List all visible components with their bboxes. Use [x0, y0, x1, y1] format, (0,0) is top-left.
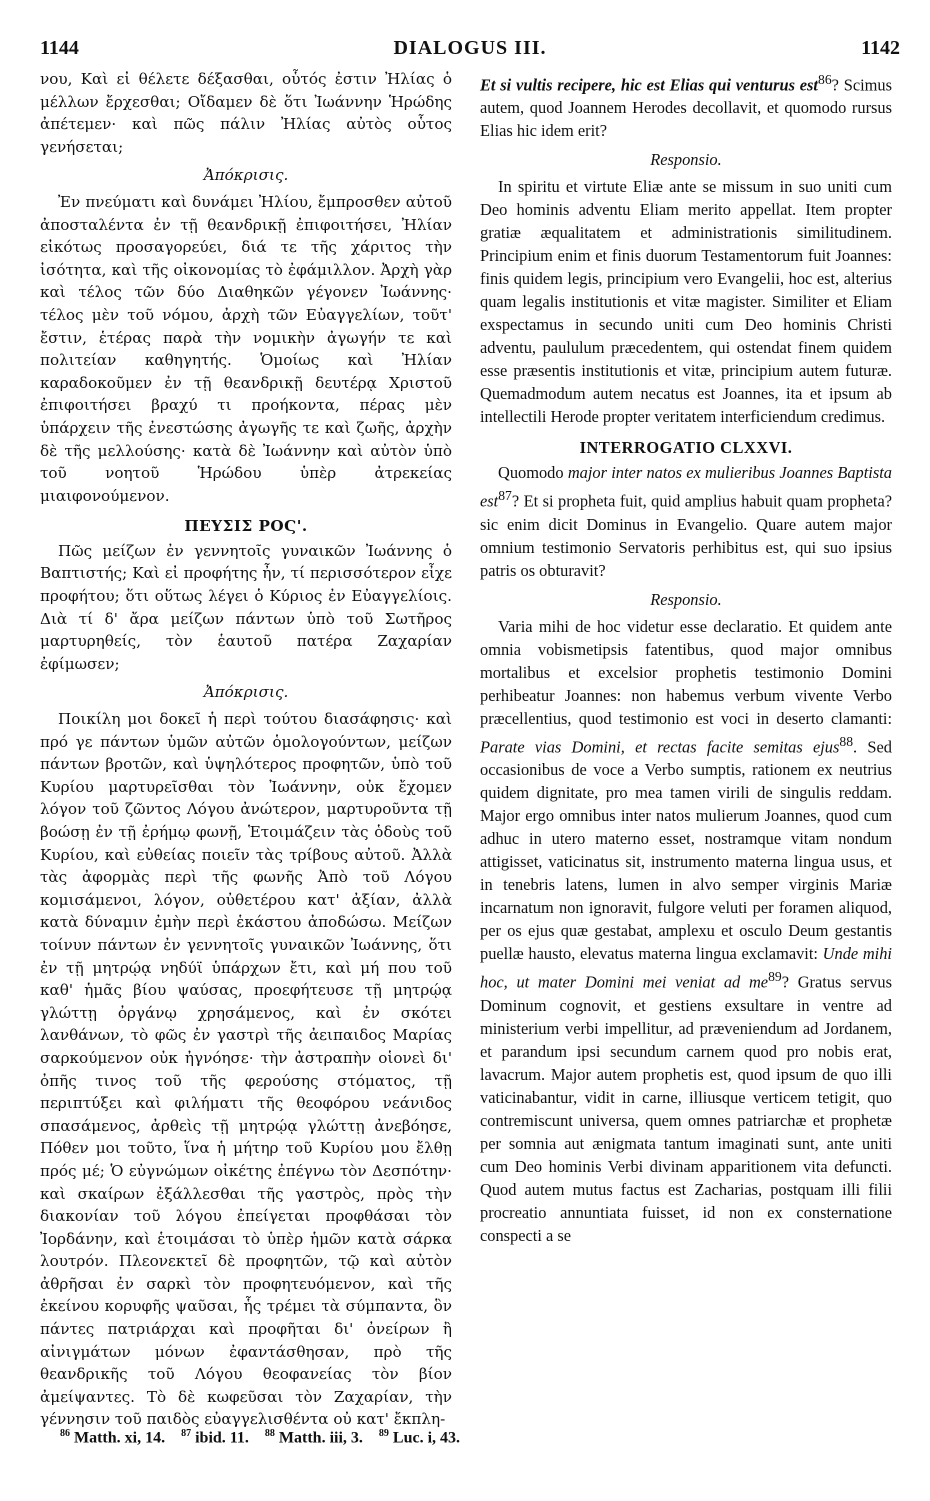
running-header [40, 36, 900, 60]
greek-paragraph-question-end: νου, Καὶ εἰ θέλετε δέξασθαι, οὗτός ἐστιν Ἠλίας ὁ μέλλων ἔρχεσθαι; Οἴδαμεν δὲ ὅτι Ἰωάννην Ἡρώδης ἀπέτεμεν· καὶ πῶς πάλιν Ἠλίας αὐτὸς οὗτος γενήσεται; [40, 70, 452, 156]
latin-section-heading: INTERROGATIO CLXXVI. [579, 438, 793, 458]
right-page-number: 1142 [861, 36, 900, 59]
footnote [265, 1428, 363, 1447]
footnote-mark: 88 [264, 1428, 275, 1439]
footnote-ref: 86 [817, 72, 832, 87]
latin-text: Quomodo [498, 463, 568, 483]
greek-response-heading: Ἀπόκρισις. [203, 166, 289, 185]
greek-section-heading: ΠΕΥΣΙΣ ΡΟϚ'. [184, 517, 308, 536]
footnote-ref: 89 [768, 969, 782, 985]
latin-text: ? Scimus autem, quod Joannem Herodes decollavit, et quomodo rursus Elias hic idem erit? [480, 75, 893, 141]
latin-text: Varia mihi de hoc videtur esse declaratio. Et quidem ante omnia vobismetipsis fatentibus, quod major omnibus mortalibus et excelsior prophetis testimonio Domini perhibeatur Joannes: non habemus verbum vivente Verbo præcellentius, quod testimonio est voci in deserto clamanti: [480, 616, 892, 728]
latin-text: ? Et si propheta fuit, quid amplius habuit quam propheta? sic enim dicit Dominus in Evangelio. Quare autem major omnium testimonio Servatoris perhibitus est, qui suo ipsius patris os obturavit? [480, 491, 892, 580]
footnote-text: Luc. i, 43. [392, 1429, 461, 1447]
footnote-mark: 89 [378, 1428, 389, 1439]
footnote-text: Matth. iii, 3. [278, 1429, 363, 1447]
latin-paragraph-question [480, 461, 892, 581]
latin-response-heading-2: Responsio. [650, 589, 722, 609]
footnote-mark: 86 [60, 1428, 70, 1439]
footnote [60, 1428, 165, 1447]
latin-paragraph-question-end [480, 68, 892, 142]
latin-paragraph-response: In spiritu et virtute Eliæ ante se missum in suo uniti cum Deo hominis adventu Eliam merito appellat. Item propter gratiæ æqualitatem et administrationis similitudinem. Principium enim et finis duorum Testamentorum fuit Joannes: finis quidem legis, principium vero Evangelii, hoc est, alterius quam legalis institutionis et vitæ magister. Similiter et Eliam exspectamus in secundo uniti cum Deo hominis Christi adventu, paululum præcedentem, qui ostendat finem quidem esse præsentis institutionis et vitæ, principium autem futuræ. Quemadmodum autem necatus est Joannes, ita et ipsum ab intellectili Herode propter veritatem interficiendum credimus. [480, 177, 892, 427]
latin-column [480, 68, 892, 1247]
footnote [181, 1428, 249, 1447]
latin-paragraph-response-2 [480, 615, 892, 1247]
latin-quote: Et si vultis recipere, hic est Elias qui venturus est [480, 75, 818, 95]
footnote [379, 1428, 460, 1447]
footnote-mark: 87 [181, 1428, 192, 1439]
footnotes [60, 1428, 900, 1447]
footnote-text: Matth. xi, 14. [74, 1429, 166, 1447]
footnote-text: ibid. 11. [195, 1429, 249, 1447]
page [40, 30, 900, 1470]
footnote-ref: 87 [498, 488, 512, 504]
greek-paragraph-response-2: Ποικίλη μοι δοκεῖ ἡ περὶ τούτου διασάφησις· καὶ πρό γε πάντων ὑμῶν αὐτῶν ὁμολογούντων, μείζων πάντων βροτῶν, καὶ ὑψηλότερος προφητῶν, ὑπὸ τοῦ Κυρίου μαρτυρεῖσθαι τὸν Ἰωάννην, οὐκ ἔχομεν λόγον τοῦ ζῶντος Λόγου ἀνώτερον, μαρτυροῦντα τῇ βοώσῃ ἐν τῇ ἐρήμῳ φωνῇ, Ἑτοιμάζειν τὰς ὁδοὺς τοῦ Κυρίου, καὶ εὐθείας ποιεῖν τὰς τρίβους αὐτοῦ. Ἀλλὰ τὰς ἀφορμὰς περὶ τῆς φωνῆς Ἀπὸ τοῦ Λόγου κομισάμενοι, λόγον, οὐθετέρου κατ' ἀξίαν, ἀλλὰ κατὰ δύναμιν ἐμὴν περὶ ἑκάστου ἀποδώσω. Μείζων τοίνυν πάντων ἐν γεννητοῖς γυναικῶν Ἰωάννης, ὅτι ἐν τῇ μητρῴᾳ νηδύϊ ὑπάρχων ἔτι, καὶ μή που τοῦ καθ' ἡμᾶς βίου ψαύσας, προεφήτευσε τῇ μητρῴᾳ γλώττῃ ὀργάνῳ χρησάμενος, καὶ ἐν σκότει λανθάνων, τὸ φῶς ἐν γαστρὶ τῆς ἀειπαιδος Μαρίας σαρκούμενον οὐκ ἠγνόησε· τὴν ἀστραπὴν οἱονεὶ δι' ὀπῆς τινος τοῦ τῆς φερούσης στόματος, τῇ περιπτύξει καὶ φιλήματι τῆς θεοφόρου νεάνιδος σπασάμενος, ἀρθεὶς τῇ μητρῴᾳ γλώττῃ ἀνεβόησε, Πόθεν μοι τοῦτο, ἵνα ἡ μήτηρ τοῦ Κυρίου μου ἔλθῃ πρός μέ; Ὁ εὐγνώμων οἰκέτης ἐπέγνω τὸν Δεσπότην· καὶ σκαίρων ἐξάλλεσθαι τῆς γαστρὸς, πρὸς τὴν διακονίαν τοῦ λόγου ἐπείγεται προφθάσαι τὸν Ἰορδάνην, καὶ ἑτοιμάσαι τὸ ὑπὲρ ἡμῶν κατὰ σάρκα λουτρόν. Πλεονεκτεῖ δὲ προφητῶν, τῷ καὶ αὐτὸν ἀθρῆσαι ἐν σαρκὶ τὸν προφητευόμενον, καὶ τῆς ἐκείνου κορυφῆς ψαῦσαι, ἧς τρέμει τὰ σύμπαντα, ὃν πάντες πατριάρχαι καὶ προφῆται δι' ὀνείρων ἢ αἰνιγμάτων μόνων ἐφαντάσθησαν, πρὸ τῆς θεανδρικῆς τοῦ Λόγου θεοφανείας τὸν βίον ἀμείψαντες. Τὸ δὲ κωφεῦσαι τὸν Ζαχαρίαν, τὴν γέννησιν τοῦ παιδὸς εὐαγγελισθέντα οὐ κατ' ἔκπλη- [40, 710, 452, 1429]
greek-paragraph-question: Πῶς μείζων ἐν γεννητοῖς γυναικῶν Ἰωάννης ὁ Βαπτιστής; Καὶ εἰ προφήτης ἦν, τί περισσότερον εἶχε προφήτου; ὅτι οὕτως λέγει ὁ Κύριος ἐν Εὐαγγελίοις. Διὰ τί δ' ἄρα μείζων πάντων ὑπὸ τοῦ Σωτῆρος μαρτυρηθείς, τὸν ἑαυτοῦ πατέρα Ζαχαρίαν ἐφίμωσεν; [40, 541, 452, 673]
latin-quote: Unde mihi hoc, ut mater Domini mei veniat ad me [480, 944, 892, 992]
running-title: DIALOGUS III. [393, 36, 547, 59]
latin-text: ? Gratus servus Dominum cognovit, et gestiens exsultare in ventre ad ministerium verbi impellitur, ad præveniendum ad Jordanem, et parandum ipsi secundum carnem quod pro nobis erat, lavacrum. Major autem prophetis est, quod ipsum de quo illi vaticinabantur, vidit in carne, illiusque verticem tetigit, quo contremiscunt universa, quem omnes patriarchæ et prophetæ per somnia aut ænigmata tantum imaginati sunt, ante uniti cum Deo hominis Verbi divinam apparitionem vita defuncti. Quod autem mutus factus est Zacharias, postquam illi filii procreatio annuntiata fuisset, id non ex consternatione conspecti a se [480, 972, 892, 1245]
greek-column [40, 68, 452, 1431]
footnote-ref: 88 [839, 733, 854, 749]
latin-text: . Sed occasionibus de voce a Verbo sumptis, rationem ex neutrius quidem dignitate, pro mea tamen virili de singulis reddam. Major ergo omnibus inter natos mulierum Joannes, quod cum adhuc in utero materno esset, nostramque vitam nondum attigisset, vaticinatus sit, instrumento materna lingua usus, et in tenebris latens, lumen in alvo semper virginis Mariæ incarnatum non ignoravit, fulgore veluti per foramen aliquod, per os ejus quæ gestabat, amplexu et osculo Deum gestantis puellæ hausto, elevatus materna lingua exclamavit: [480, 737, 892, 964]
latin-quote: major inter natos ex mulieribus Joannes Baptista est [480, 463, 892, 511]
left-page-number: 1144 [40, 36, 79, 59]
latin-quote: Parate vias Domini, et rectas facite semitas ejus [480, 737, 840, 757]
latin-response-heading: Responsio. [650, 150, 722, 170]
greek-response-heading-2: Ἀπόκρισις. [203, 683, 289, 702]
greek-paragraph-response: Ἐν πνεύματι καὶ δυνάμει Ἠλίου, ἔμπροσθεν αὐτοῦ ἀποσταλέντα ἐν τῇ θεανδρικῇ ἐπιφοιτήσει, Ἠλίαν εἰκότως προσαγορεύει, διά τε τῆς χάριτος τὴν ἰσότητα, καὶ τῆς οἰκονομίας τὸ ἐφάμιλλον. Ἀρχὴ γὰρ καὶ τέλος τῶν δύο Διαθηκῶν γέγονεν Ἰωάννης· τέλος μὲν τοῦ νόμου, ἀρχὴ τῶν Εὐαγγελίων, τοῦτ' ἔστιν, ἑτέρας παρὰ τὴν νομικὴν ἀγωγήν τε καὶ πολιτείαν καθηγητής. Ὁμοίως καὶ Ἠλίαν καραδοκοῦμεν ἐν τῇ θεανδρικῇ δευτέρᾳ Χριστοῦ ἐπιφοιτήσει βραχύ τι προήκοντα, πέρας μὲν ὑπάρχειν τῆς ἐνεστώσης ἀγωγῆς τε καὶ ζωῆς, ἀρχὴν δὲ τῆς μελλούσης· κατὰ δὲ Ἰωάννην καὶ αὐτὸν ὑπὸ τοῦ νοητοῦ Ἡρώδου ὑπὲρ ἀτρεκείας μιαιφονούμενον. [40, 192, 452, 505]
